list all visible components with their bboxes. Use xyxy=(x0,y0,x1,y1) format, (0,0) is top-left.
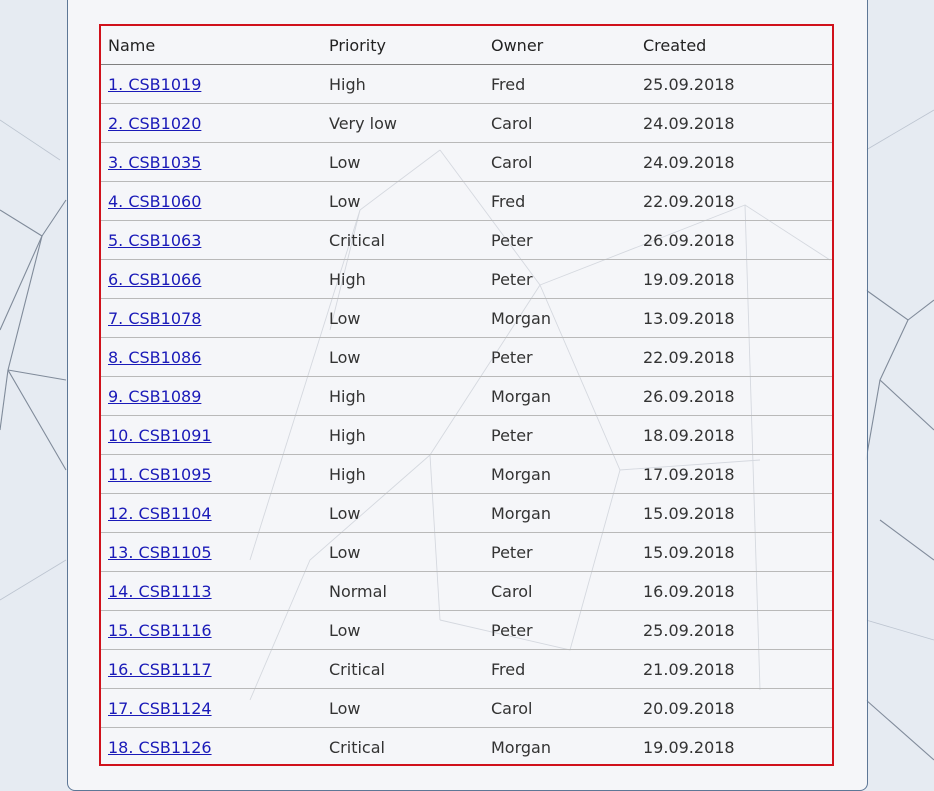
table-row xyxy=(101,182,832,221)
cell-priority: High xyxy=(322,65,484,104)
column-header-created: Created xyxy=(636,26,832,65)
row-name-link[interactable]: 2. CSB1020 xyxy=(108,113,202,133)
row-name-link[interactable]: 17. CSB1124 xyxy=(108,698,212,718)
cell-priority: Low xyxy=(322,611,484,650)
table-row xyxy=(101,260,832,299)
table-row xyxy=(101,650,832,689)
cell-name xyxy=(101,299,322,338)
cell-created: 15.09.2018 xyxy=(636,533,832,572)
row-name-link[interactable]: 8. CSB1086 xyxy=(108,347,202,367)
cell-owner: Morgan xyxy=(484,494,636,533)
table-row xyxy=(101,494,832,533)
row-name-link[interactable]: 4. CSB1060 xyxy=(108,191,202,211)
table-row xyxy=(101,728,832,767)
cell-priority: High xyxy=(322,377,484,416)
cell-priority: Low xyxy=(322,182,484,221)
table-row xyxy=(101,611,832,650)
cell-priority: High xyxy=(322,416,484,455)
row-name-link[interactable]: 13. CSB1105 xyxy=(108,542,212,562)
cell-name xyxy=(101,689,322,728)
cell-created: 22.09.2018 xyxy=(636,338,832,377)
cell-priority: Critical xyxy=(322,650,484,689)
column-header-name: Name xyxy=(101,26,322,65)
cell-owner: Morgan xyxy=(484,455,636,494)
cell-created: 25.09.2018 xyxy=(636,65,832,104)
cell-created: 26.09.2018 xyxy=(636,377,832,416)
cell-priority: Low xyxy=(322,689,484,728)
row-name-link[interactable]: 11. CSB1095 xyxy=(108,464,212,484)
cell-name xyxy=(101,221,322,260)
cell-priority: Low xyxy=(322,494,484,533)
cell-owner: Morgan xyxy=(484,299,636,338)
cell-created: 19.09.2018 xyxy=(643,737,735,757)
cell-created: 17.09.2018 xyxy=(636,455,832,494)
cell-created: 13.09.2018 xyxy=(636,299,832,338)
row-name-link[interactable]: 1. CSB1019 xyxy=(108,74,202,94)
table-row xyxy=(101,455,832,494)
cell-name xyxy=(101,182,322,221)
table-row xyxy=(101,533,832,572)
cell-priority: Low xyxy=(322,533,484,572)
cell-created: 22.09.2018 xyxy=(636,182,832,221)
cell-created: 15.09.2018 xyxy=(636,494,832,533)
cell-owner: Peter xyxy=(484,260,636,299)
row-name-link[interactable]: 15. CSB1116 xyxy=(108,620,212,640)
cell-created: 21.09.2018 xyxy=(636,650,832,689)
cell-created: 16.09.2018 xyxy=(636,572,832,611)
cell-owner: Peter xyxy=(484,533,636,572)
row-name-link[interactable]: 12. CSB1104 xyxy=(108,503,212,523)
cell-owner: Fred xyxy=(484,65,636,104)
cell-name xyxy=(101,143,322,182)
cell-name xyxy=(101,494,322,533)
column-header-priority: Priority xyxy=(322,26,484,65)
row-name-link[interactable]: 9. CSB1089 xyxy=(108,386,202,406)
cell-priority: Critical xyxy=(322,221,484,260)
table-header-row xyxy=(101,26,832,65)
cell-name xyxy=(101,728,322,767)
table-row xyxy=(101,689,832,728)
cell-priority: High xyxy=(322,455,484,494)
cell-name xyxy=(101,572,322,611)
cell-priority: Low xyxy=(322,338,484,377)
cell-owner: Peter xyxy=(484,338,636,377)
cell-name xyxy=(101,377,322,416)
cell-priority: Critical xyxy=(329,737,385,757)
cell-priority: Low xyxy=(322,299,484,338)
table-row xyxy=(101,104,832,143)
table-row xyxy=(101,572,832,611)
cell-owner: Fred xyxy=(484,650,636,689)
row-name-link[interactable]: 14. CSB1113 xyxy=(108,581,212,601)
row-name-link[interactable]: 7. CSB1078 xyxy=(108,308,202,328)
cell-name xyxy=(101,533,322,572)
data-table xyxy=(101,26,832,766)
cell-owner: Peter xyxy=(484,611,636,650)
cell-created: 25.09.2018 xyxy=(636,611,832,650)
table-row xyxy=(101,143,832,182)
cell-name xyxy=(101,104,322,143)
cell-name xyxy=(101,611,322,650)
row-name-link[interactable]: 5. CSB1063 xyxy=(108,230,202,250)
cell-name xyxy=(101,650,322,689)
cell-owner: Carol xyxy=(484,689,636,728)
table-body xyxy=(101,65,832,767)
cell-name xyxy=(101,260,322,299)
cell-priority: Normal xyxy=(322,572,484,611)
cell-name xyxy=(101,338,322,377)
cell-name xyxy=(101,65,322,104)
cell-created: 24.09.2018 xyxy=(636,104,832,143)
cell-owner: Carol xyxy=(484,572,636,611)
cell-name xyxy=(101,455,322,494)
table-row xyxy=(101,299,832,338)
cell-priority: Low xyxy=(322,143,484,182)
cell-owner: Morgan xyxy=(484,377,636,416)
table-row xyxy=(101,377,832,416)
table-row xyxy=(101,338,832,377)
cell-created: 19.09.2018 xyxy=(636,260,832,299)
cell-owner: Carol xyxy=(484,104,636,143)
cell-created: 24.09.2018 xyxy=(636,143,832,182)
cell-priority: High xyxy=(322,260,484,299)
cell-created: 20.09.2018 xyxy=(636,689,832,728)
cell-priority: Very low xyxy=(322,104,484,143)
table-row xyxy=(101,416,832,455)
table-row xyxy=(101,221,832,260)
table-row xyxy=(101,65,832,104)
row-name-link[interactable]: 18. CSB1126 xyxy=(108,737,212,757)
highlighted-table xyxy=(99,24,834,766)
row-name-link[interactable]: 3. CSB1035 xyxy=(108,152,202,172)
cell-created: 18.09.2018 xyxy=(636,416,832,455)
cell-owner: Morgan xyxy=(491,737,551,757)
cell-owner: Peter xyxy=(484,416,636,455)
cell-created: 26.09.2018 xyxy=(636,221,832,260)
column-header-owner: Owner xyxy=(484,26,636,65)
row-name-link[interactable]: 6. CSB1066 xyxy=(108,269,202,289)
row-name-link[interactable]: 10. CSB1091 xyxy=(108,425,212,445)
cell-owner: Peter xyxy=(484,221,636,260)
cell-owner: Fred xyxy=(484,182,636,221)
cell-owner: Carol xyxy=(484,143,636,182)
row-name-link[interactable]: 16. CSB1117 xyxy=(108,659,212,679)
cell-name xyxy=(101,416,322,455)
